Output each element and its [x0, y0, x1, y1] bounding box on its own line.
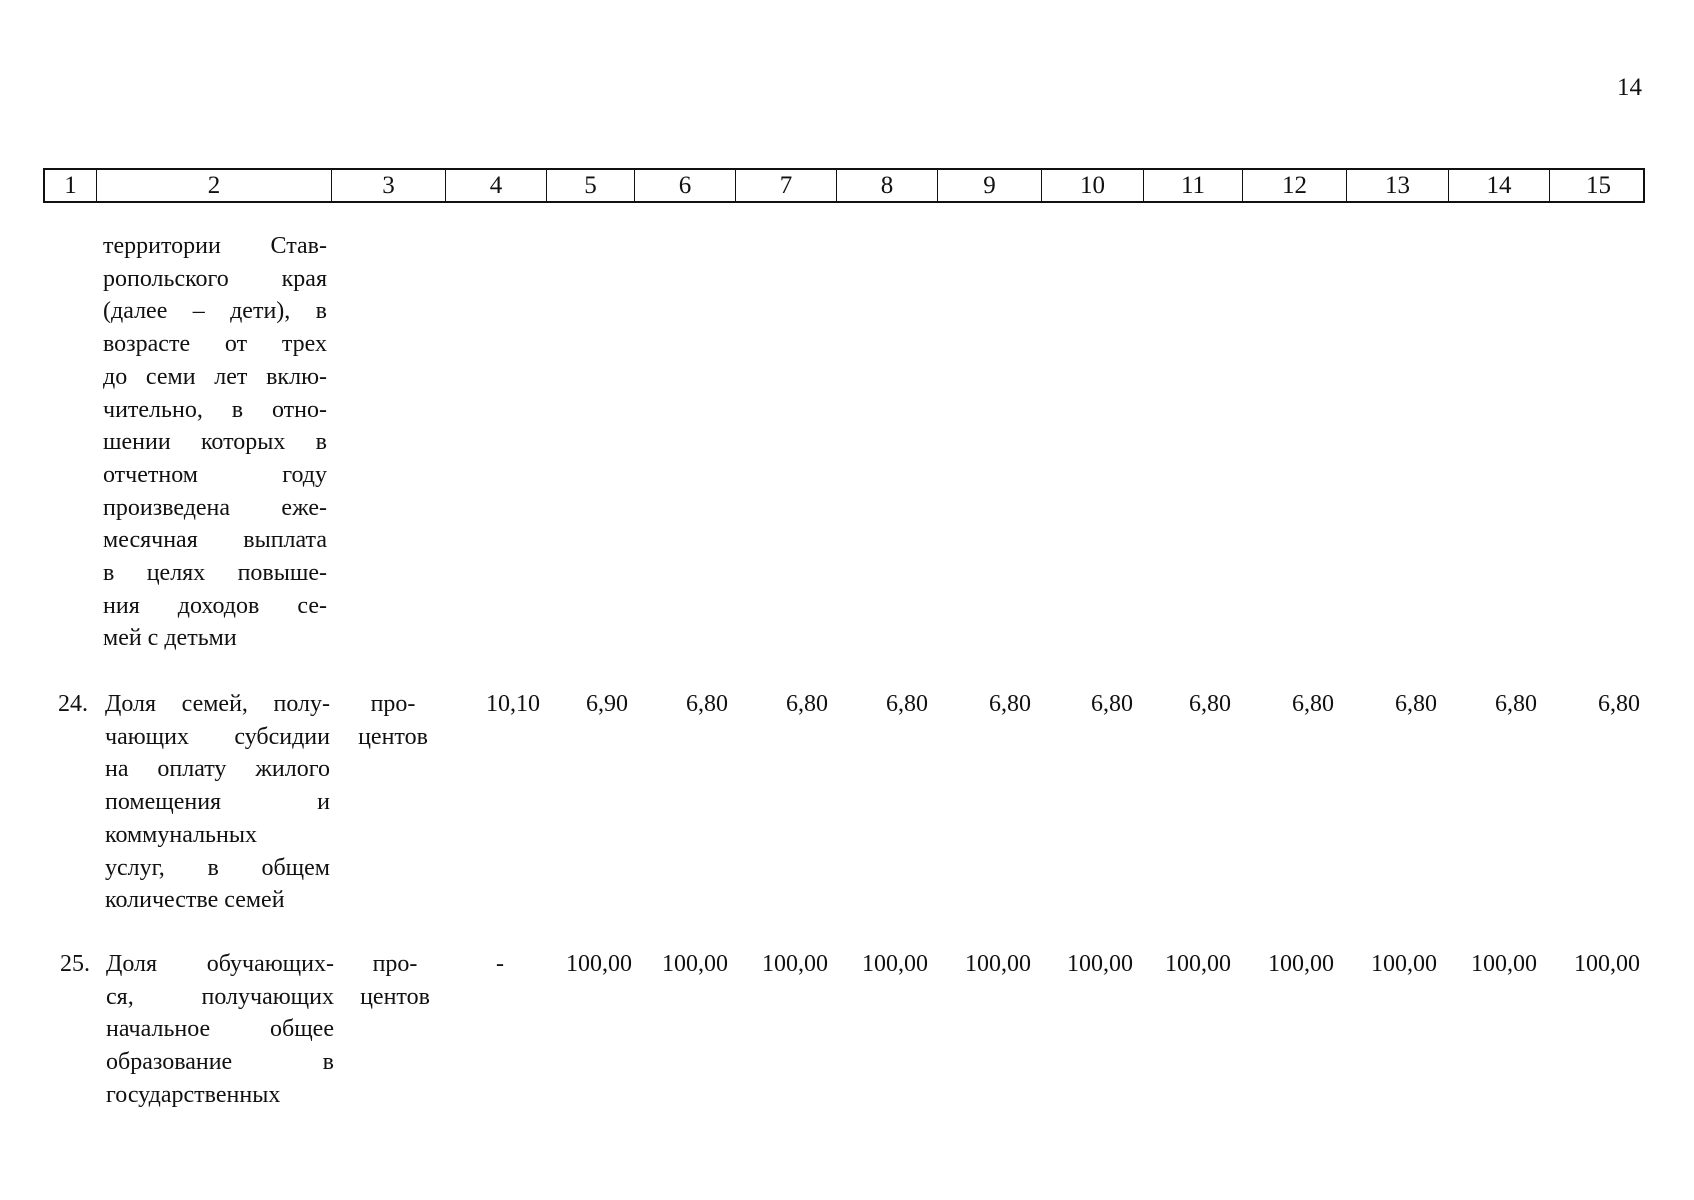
row-25-value-col10: 100,00: [1067, 951, 1133, 977]
description-line: Доля семей, полу-: [105, 691, 330, 717]
column-number-15: 15: [1586, 172, 1611, 199]
row-24-value-col15: 6,80: [1598, 691, 1640, 717]
row-24-value-col14: 6,80: [1495, 691, 1537, 717]
column-number-2: 2: [97, 170, 332, 201]
row-25-value-col4: -: [496, 951, 504, 977]
row-24-description: [105, 688, 330, 917]
row-25-value-col12: 100,00: [1268, 951, 1334, 977]
row-25-value-col13: 100,00: [1371, 951, 1437, 977]
description-line: ропольского края: [103, 265, 327, 292]
column-number-1: 1: [45, 170, 97, 201]
description-line: образование в: [106, 1049, 334, 1076]
column-number-4: 4: [446, 170, 547, 201]
row-25-number: 25.: [60, 951, 90, 977]
row-24-value-col6: 6,80: [686, 691, 728, 717]
row-24-value-col8: 6,80: [886, 691, 928, 717]
description-line: на оплату жилого: [105, 756, 330, 783]
row-25-description: [106, 948, 334, 1112]
row-25-unit: [345, 948, 445, 1013]
unit-line: центов: [358, 723, 428, 750]
description-line: коммунальных: [105, 821, 257, 848]
column-number-7: 7: [736, 170, 837, 201]
description-line: месячная выплата: [103, 527, 327, 554]
description-line: (далее – дети), в: [103, 298, 327, 325]
column-number-10: 10: [1042, 170, 1144, 201]
row-25-value-col9: 100,00: [965, 951, 1031, 977]
description-line: чающих субсидии: [105, 723, 330, 750]
row-24-value-col13: 6,80: [1395, 691, 1437, 717]
row-24-value-col7: 6,80: [786, 691, 828, 717]
column-number-5: 5: [547, 170, 635, 201]
description-line: помещения и: [105, 789, 330, 816]
row-25-value-col15: 100,00: [1574, 951, 1640, 977]
row-24-value-col4: 10,10: [486, 691, 540, 717]
row-24-number: 24.: [58, 691, 88, 717]
column-number-8: 8: [837, 170, 938, 201]
description-line: государственных: [106, 1081, 281, 1108]
row-25-value-col11: 100,00: [1165, 951, 1231, 977]
description-line: начальное общее: [106, 1016, 334, 1043]
unit-line: про-: [370, 691, 416, 717]
description-line: чительно, в отно-: [103, 396, 327, 423]
unit-line: центов: [360, 983, 430, 1010]
description-line: до семи лет вклю-: [103, 363, 327, 390]
row-25-value-col6: 100,00: [662, 951, 728, 977]
row-24-value-col12: 6,80: [1292, 691, 1334, 717]
row-25-value-col7: 100,00: [762, 951, 828, 977]
row-24-value-col5: 6,90: [586, 691, 628, 717]
column-number-11: 11: [1144, 170, 1243, 201]
row-24-value-col9: 6,80: [989, 691, 1031, 717]
column-number-14: 14: [1449, 170, 1550, 201]
description-line: ния доходов се-: [103, 592, 327, 619]
column-number-header: [43, 168, 1645, 203]
description-line: мей с детьми: [103, 625, 237, 652]
description-line: произведена еже-: [103, 494, 327, 521]
row-25-value-col14: 100,00: [1471, 951, 1537, 977]
unit-line: про-: [372, 951, 418, 977]
description-line: отчетном году: [103, 461, 327, 488]
row-24-unit: [343, 688, 443, 753]
description-line: количестве семей: [105, 887, 285, 914]
description-line: Доля обучающих-: [106, 951, 334, 977]
row-25-value-col8: 100,00: [862, 951, 928, 977]
row-24-value-col10: 6,80: [1091, 691, 1133, 717]
description-line: возрасте от трех: [103, 331, 327, 358]
description-line: шении которых в: [103, 429, 327, 456]
column-number-12: 12: [1243, 170, 1347, 201]
description-line: ся, получающих: [106, 983, 334, 1010]
column-number-9: 9: [938, 170, 1042, 201]
row-continuation-description: [103, 230, 327, 655]
page-number: 14: [1617, 74, 1642, 101]
row-24-value-col11: 6,80: [1189, 691, 1231, 717]
description-line: в целях повыше-: [103, 560, 327, 587]
description-line: услуг, в общем: [105, 854, 330, 881]
row-25-value-col5: 100,00: [566, 951, 632, 977]
description-line: территории Став-: [103, 233, 327, 259]
column-number-3: 3: [332, 170, 446, 201]
column-number-13: 13: [1347, 170, 1449, 201]
column-number-6: 6: [635, 170, 736, 201]
